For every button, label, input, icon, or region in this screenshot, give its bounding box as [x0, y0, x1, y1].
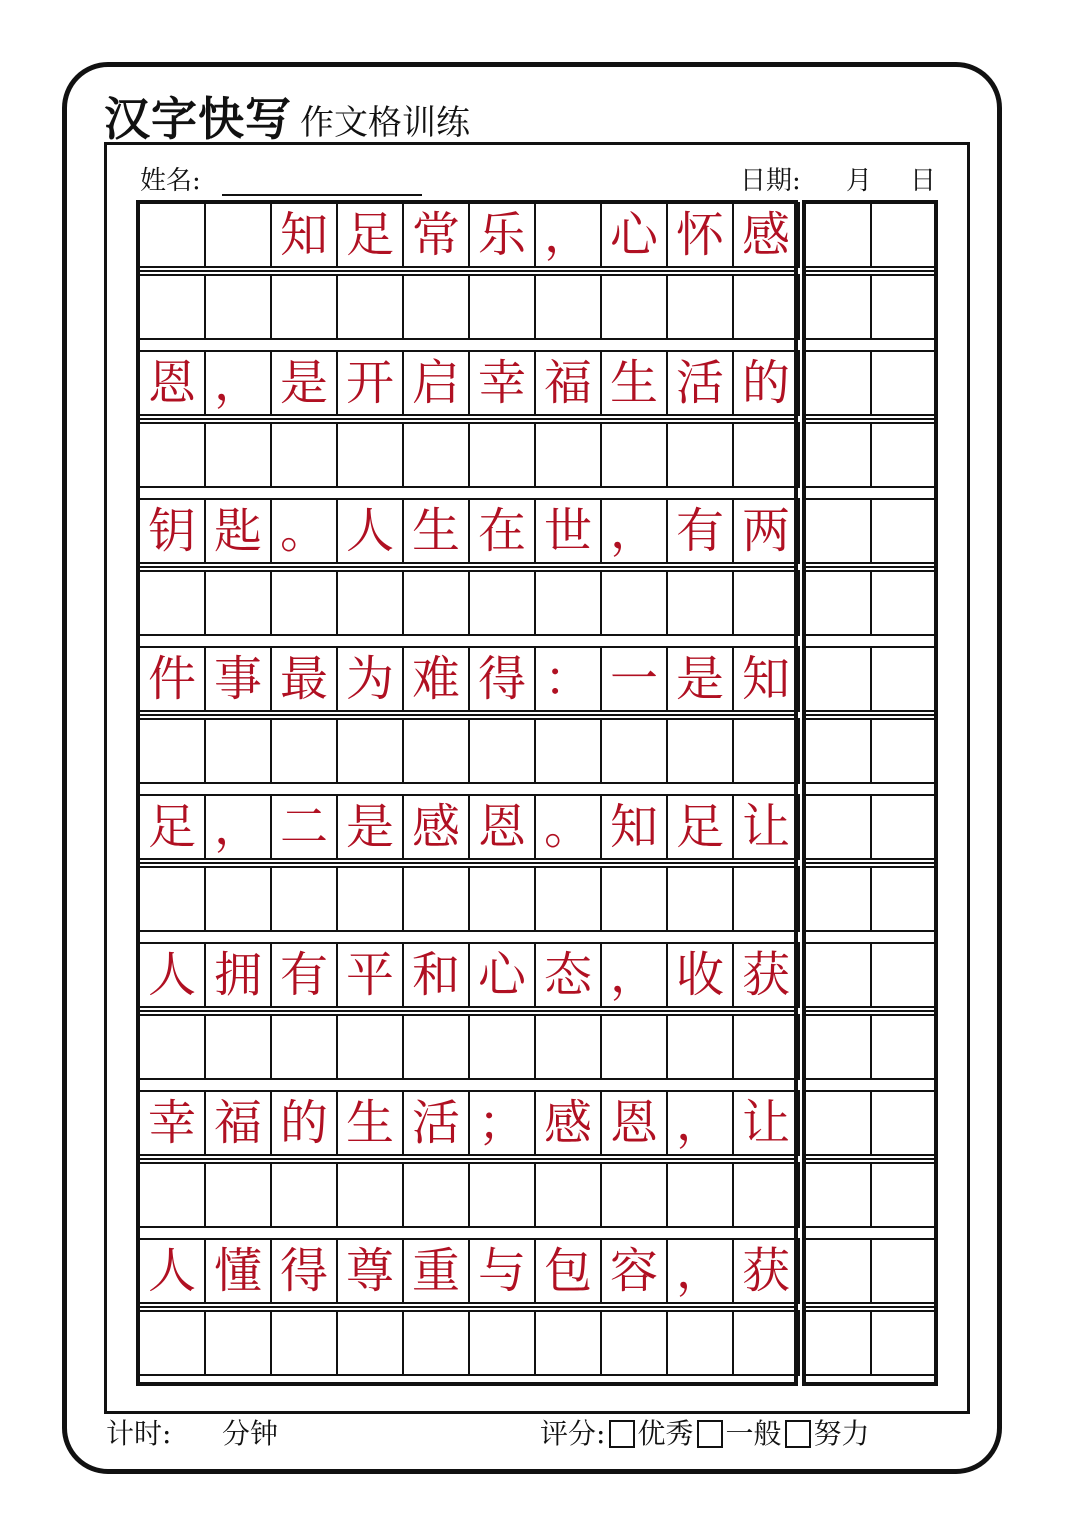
practice-cell[interactable] — [402, 570, 470, 636]
worksheet-title — [104, 82, 470, 146]
text-cell: ， — [600, 942, 668, 1008]
practice-cell[interactable] — [600, 866, 668, 932]
side-practice-cell[interactable] — [804, 274, 872, 340]
practice-cell[interactable] — [402, 422, 470, 488]
text-cell: 的 — [270, 1090, 338, 1156]
practice-cell[interactable] — [204, 866, 272, 932]
practice-cell[interactable] — [666, 422, 734, 488]
text-cell: 人 — [138, 942, 206, 1008]
practice-cell[interactable] — [534, 718, 602, 784]
practice-cell[interactable] — [402, 274, 470, 340]
day-label: 日 — [910, 166, 937, 196]
practice-cell[interactable] — [336, 1014, 404, 1080]
text-cell: 得 — [270, 1238, 338, 1304]
side-practice-cell[interactable] — [804, 646, 872, 712]
side-practice-cell[interactable] — [804, 570, 872, 636]
text-cell: ， — [204, 350, 272, 416]
text-cell: 的 — [732, 350, 800, 416]
side-practice-cell[interactable] — [804, 422, 872, 488]
side-practice-cell[interactable] — [804, 866, 872, 932]
row-separator — [806, 270, 934, 272]
practice-cell[interactable] — [336, 274, 404, 340]
practice-cell[interactable] — [402, 866, 470, 932]
side-practice-cell[interactable] — [804, 1162, 872, 1228]
side-practice-cell[interactable] — [870, 350, 938, 416]
practice-cell[interactable] — [138, 1310, 206, 1376]
text-cell: 获 — [732, 1238, 800, 1304]
option-effort: 努力 — [813, 1417, 870, 1450]
text-cell: 包 — [534, 1238, 602, 1304]
practice-cell[interactable] — [666, 1014, 734, 1080]
text-cell — [204, 202, 272, 268]
text-cell: 为 — [336, 646, 404, 712]
text-cell: 平 — [336, 942, 404, 1008]
text-cell: 一 — [600, 646, 668, 712]
practice-cell[interactable] — [138, 570, 206, 636]
row-separator — [806, 418, 934, 420]
practice-cell[interactable] — [270, 570, 338, 636]
practice-cell[interactable] — [666, 718, 734, 784]
text-cell: 福 — [204, 1090, 272, 1156]
side-practice-cell[interactable] — [870, 866, 938, 932]
practice-cell[interactable] — [534, 570, 602, 636]
side-practice-cell[interactable] — [870, 422, 938, 488]
practice-cell[interactable] — [336, 718, 404, 784]
practice-cell[interactable] — [402, 1014, 470, 1080]
row-separator — [806, 862, 934, 864]
brand-subtitle: 作文格训练 — [300, 103, 470, 143]
text-cell: 让 — [732, 794, 800, 860]
text-cell: 得 — [468, 646, 536, 712]
practice-cell[interactable] — [732, 866, 800, 932]
name-label: 姓名: — [140, 166, 201, 196]
row-separator — [806, 714, 934, 716]
side-practice-cell[interactable] — [804, 1014, 872, 1080]
practice-cell[interactable] — [468, 1310, 536, 1376]
practice-cell[interactable] — [534, 422, 602, 488]
practice-cell[interactable] — [534, 1014, 602, 1080]
practice-cell[interactable] — [138, 422, 206, 488]
practice-cell[interactable] — [468, 718, 536, 784]
month-label: 月 — [846, 166, 873, 196]
row-separator — [140, 862, 794, 864]
side-practice-cell[interactable] — [870, 1162, 938, 1228]
side-practice-cell[interactable] — [804, 498, 872, 564]
row-separator — [140, 1306, 794, 1308]
text-cell: 懂 — [204, 1238, 272, 1304]
text-cell: 知 — [732, 646, 800, 712]
score-section — [540, 1417, 870, 1450]
text-cell: 态 — [534, 942, 602, 1008]
text-cell: ， — [204, 794, 272, 860]
text-cell: 。 — [534, 794, 602, 860]
text-cell: 启 — [402, 350, 470, 416]
text-cell: ， — [600, 498, 668, 564]
row-separator — [806, 1306, 934, 1308]
practice-cell[interactable] — [138, 274, 206, 340]
text-cell: 与 — [468, 1238, 536, 1304]
side-practice-cell[interactable] — [804, 718, 872, 784]
text-cell: 世 — [534, 498, 602, 564]
practice-cell[interactable] — [468, 1014, 536, 1080]
practice-cell[interactable] — [204, 1310, 272, 1376]
option-excellent: 优秀 — [637, 1417, 694, 1450]
row-separator — [140, 566, 794, 568]
text-cell: 是 — [336, 794, 404, 860]
side-practice-cell[interactable] — [870, 570, 938, 636]
text-cell: 有 — [270, 942, 338, 1008]
practice-cell[interactable] — [534, 1310, 602, 1376]
text-cell: 获 — [732, 942, 800, 1008]
practice-cell[interactable] — [336, 866, 404, 932]
practice-cell[interactable] — [534, 274, 602, 340]
side-practice-cell[interactable] — [870, 718, 938, 784]
practice-cell[interactable] — [666, 866, 734, 932]
timer-label: 计时: — [106, 1417, 172, 1450]
text-cell: 活 — [402, 1090, 470, 1156]
side-practice-cell[interactable] — [870, 646, 938, 712]
date-label: 日期: — [740, 166, 801, 196]
text-cell: ， — [534, 202, 602, 268]
text-cell: 知 — [270, 202, 338, 268]
text-cell: 是 — [666, 646, 734, 712]
text-cell: 幸 — [468, 350, 536, 416]
checkbox-excellent[interactable] — [609, 1420, 635, 1448]
side-practice-cell[interactable] — [804, 350, 872, 416]
practice-cell[interactable] — [270, 718, 338, 784]
practice-cell[interactable] — [468, 570, 536, 636]
practice-cell[interactable] — [204, 274, 272, 340]
practice-cell[interactable] — [138, 866, 206, 932]
side-practice-cell[interactable] — [870, 942, 938, 1008]
writing-grid — [136, 200, 798, 1386]
practice-cell[interactable] — [270, 1162, 338, 1228]
text-cell: 足 — [666, 794, 734, 860]
practice-grid — [802, 200, 938, 1386]
text-cell: ： — [534, 646, 602, 712]
text-cell: 容 — [600, 1238, 668, 1304]
practice-cell[interactable] — [204, 1162, 272, 1228]
text-cell: 心 — [600, 202, 668, 268]
minutes-label: 分钟 — [222, 1417, 279, 1450]
text-cell: 知 — [600, 794, 668, 860]
practice-cell[interactable] — [732, 422, 800, 488]
text-cell: 和 — [402, 942, 470, 1008]
text-cell: 最 — [270, 646, 338, 712]
practice-cell[interactable] — [732, 718, 800, 784]
text-cell: 重 — [402, 1238, 470, 1304]
text-cell: 恩 — [138, 350, 206, 416]
practice-cell[interactable] — [138, 1162, 206, 1228]
practice-cell[interactable] — [534, 866, 602, 932]
text-cell: 乐 — [468, 202, 536, 268]
checkbox-average[interactable] — [697, 1420, 723, 1448]
practice-cell[interactable] — [402, 718, 470, 784]
practice-cell[interactable] — [600, 274, 668, 340]
practice-cell[interactable] — [600, 718, 668, 784]
brand-title: 汉字快写 — [104, 92, 292, 146]
practice-cell[interactable] — [600, 422, 668, 488]
text-cell: 常 — [402, 202, 470, 268]
practice-cell[interactable] — [600, 1162, 668, 1228]
text-cell: ； — [468, 1090, 536, 1156]
practice-cell[interactable] — [666, 274, 734, 340]
practice-cell[interactable] — [468, 866, 536, 932]
text-cell: 件 — [138, 646, 206, 712]
side-practice-cell[interactable] — [870, 274, 938, 340]
text-cell: 幸 — [138, 1090, 206, 1156]
practice-cell[interactable] — [204, 718, 272, 784]
score-label: 评分: — [540, 1417, 606, 1450]
side-practice-cell[interactable] — [870, 498, 938, 564]
practice-cell[interactable] — [204, 422, 272, 488]
text-cell: 难 — [402, 646, 470, 712]
practice-cell[interactable] — [336, 1310, 404, 1376]
practice-cell[interactable] — [732, 1014, 800, 1080]
side-practice-cell[interactable] — [804, 202, 872, 268]
practice-cell[interactable] — [600, 1014, 668, 1080]
row-separator — [140, 270, 794, 272]
practice-cell[interactable] — [600, 1310, 668, 1376]
side-practice-cell[interactable] — [804, 794, 872, 860]
text-cell: 有 — [666, 498, 734, 564]
row-separator — [806, 566, 934, 568]
practice-cell[interactable] — [666, 1162, 734, 1228]
text-cell: 在 — [468, 498, 536, 564]
practice-cell[interactable] — [402, 1162, 470, 1228]
side-practice-cell[interactable] — [804, 942, 872, 1008]
side-practice-cell[interactable] — [870, 794, 938, 860]
text-cell — [138, 202, 206, 268]
text-cell: 收 — [666, 942, 734, 1008]
text-cell: 人 — [336, 498, 404, 564]
text-cell: 让 — [732, 1090, 800, 1156]
side-practice-cell[interactable] — [870, 1090, 938, 1156]
text-cell: 尊 — [336, 1238, 404, 1304]
side-practice-cell[interactable] — [870, 202, 938, 268]
text-cell: ， — [666, 1090, 734, 1156]
text-cell: 怀 — [666, 202, 734, 268]
text-cell: 生 — [336, 1090, 404, 1156]
row-separator — [806, 1158, 934, 1160]
row-separator — [140, 1158, 794, 1160]
text-cell: 匙 — [204, 498, 272, 564]
row-separator — [140, 418, 794, 420]
practice-cell[interactable] — [270, 1310, 338, 1376]
text-cell: 事 — [204, 646, 272, 712]
text-cell: 足 — [336, 202, 404, 268]
name-field[interactable] — [222, 194, 422, 196]
practice-cell[interactable] — [732, 1162, 800, 1228]
text-cell: 钥 — [138, 498, 206, 564]
side-practice-cell[interactable] — [870, 1310, 938, 1376]
practice-cell[interactable] — [204, 1014, 272, 1080]
side-practice-cell[interactable] — [804, 1090, 872, 1156]
row-separator — [140, 1010, 794, 1012]
practice-cell[interactable] — [336, 1162, 404, 1228]
side-practice-cell[interactable] — [804, 1310, 872, 1376]
row-separator — [140, 714, 794, 716]
text-cell: 两 — [732, 498, 800, 564]
practice-cell[interactable] — [336, 570, 404, 636]
text-cell: 是 — [270, 350, 338, 416]
text-cell: 足 — [138, 794, 206, 860]
practice-cell[interactable] — [270, 1014, 338, 1080]
practice-cell[interactable] — [270, 422, 338, 488]
text-cell: 恩 — [600, 1090, 668, 1156]
practice-cell[interactable] — [732, 274, 800, 340]
text-cell: 恩 — [468, 794, 536, 860]
practice-cell[interactable] — [138, 1014, 206, 1080]
practice-cell[interactable] — [402, 1310, 470, 1376]
text-cell: ， — [666, 1238, 734, 1304]
text-cell: 感 — [732, 202, 800, 268]
text-cell: 感 — [402, 794, 470, 860]
practice-cell[interactable] — [270, 274, 338, 340]
practice-cell[interactable] — [600, 570, 668, 636]
text-cell: 心 — [468, 942, 536, 1008]
practice-cell[interactable] — [666, 1310, 734, 1376]
text-cell: 。 — [270, 498, 338, 564]
option-average: 一般 — [725, 1417, 782, 1450]
text-cell: 活 — [666, 350, 734, 416]
side-practice-cell[interactable] — [870, 1014, 938, 1080]
text-cell: 感 — [534, 1090, 602, 1156]
practice-cell[interactable] — [270, 866, 338, 932]
practice-cell[interactable] — [138, 718, 206, 784]
practice-cell[interactable] — [468, 274, 536, 340]
text-cell: 二 — [270, 794, 338, 860]
practice-cell[interactable] — [204, 570, 272, 636]
text-cell: 拥 — [204, 942, 272, 1008]
practice-cell[interactable] — [468, 422, 536, 488]
practice-cell[interactable] — [732, 1310, 800, 1376]
practice-cell[interactable] — [732, 570, 800, 636]
practice-cell[interactable] — [666, 570, 734, 636]
side-practice-cell[interactable] — [870, 1238, 938, 1304]
text-cell: 生 — [600, 350, 668, 416]
text-cell: 人 — [138, 1238, 206, 1304]
row-separator — [806, 1010, 934, 1012]
practice-cell[interactable] — [468, 1162, 536, 1228]
text-cell: 开 — [336, 350, 404, 416]
checkbox-effort[interactable] — [785, 1420, 811, 1448]
practice-cell[interactable] — [534, 1162, 602, 1228]
text-cell: 生 — [402, 498, 470, 564]
side-practice-cell[interactable] — [804, 1238, 872, 1304]
practice-cell[interactable] — [336, 422, 404, 488]
text-cell: 福 — [534, 350, 602, 416]
